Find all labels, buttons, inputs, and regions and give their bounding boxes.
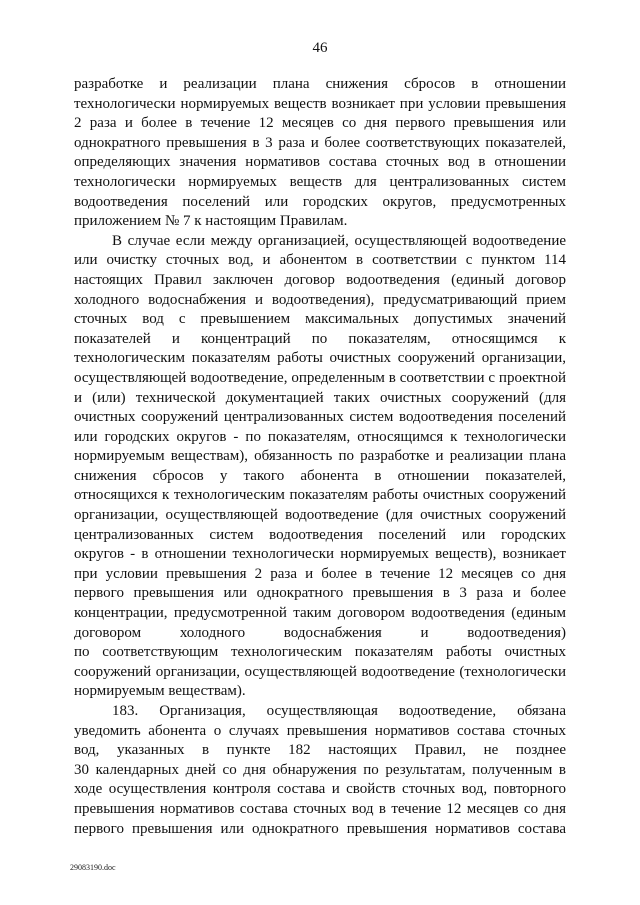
text-line: водоотведения поселений или городских округов, предусмотренных: [74, 193, 566, 210]
text-line: снижения сбросов у такого абонента в отношении показателей,: [74, 467, 566, 484]
text-line: ходе осуществления контроля состава и свойств сточных вод, повторного: [74, 781, 566, 798]
text-line: технологически нормируемых веществ для централизованных систем: [74, 173, 566, 190]
text-line: технологически нормируемых веществ возникает при условии превышения: [74, 95, 566, 112]
text-line: холодного водоснабжения и водоотведения), предусматривающий прием: [74, 291, 566, 308]
text-line: по соответствующим технологическим показателям работы очистных: [74, 644, 566, 661]
text-line: осуществляющей водоотведение, определенным в соответствии с проектной: [74, 369, 566, 386]
text-line: относящихся к технологическим показателям работы очистных сооружений: [74, 487, 566, 504]
body-text: [74, 75, 566, 839]
text-line: однократного превышения в 3 раза и более соответствующих показателей,: [74, 134, 566, 151]
text-line: 30 календарных дней со дня обнаружения по результатам, полученным в: [74, 761, 566, 778]
text-line: определяющих значения нормативов состава сточных вод в отношении: [74, 154, 566, 171]
text-line: технологическим показателям работы очистных сооружений организации,: [74, 350, 566, 367]
text-line: первого превышения или однократного превышения в 3 раза и более: [74, 585, 566, 602]
text-line: договором холодного водоснабжения и водоотведения): [74, 624, 566, 641]
text-line: разработке и реализации плана снижения сбросов в отношении: [74, 76, 566, 92]
text-line: 2 раза и более в течение 12 месяцев со дня первого превышения или: [74, 115, 566, 132]
text-line: при условии превышения 2 раза и более в течение 12 месяцев со дня: [74, 565, 566, 582]
text-line: или очистку сточных вод, и абонентом в соответствии с пунктом 114: [74, 252, 566, 269]
text-line: очистных сооружений централизованных систем водоотведения поселений: [74, 409, 566, 426]
text-line: централизованных систем водоотведения поселений или городских: [74, 526, 566, 543]
text-line: или городских округов - по показателям, относящимся к технологически: [74, 428, 566, 445]
footer-filename: 29083190.doc: [70, 863, 116, 872]
text-line: организации, осуществляющей водоотведение (для очистных сооружений: [74, 507, 566, 524]
text-line: нормируемым веществам).: [74, 683, 246, 700]
text-line: сооружений организации, осуществляющей водоотведение (технологически: [74, 663, 566, 680]
text-line: и (или) технической документацией таких очистных сооружений (для: [74, 389, 566, 406]
text-line: нормируемым веществам), обязанность по разработке и реализации плана: [74, 448, 566, 465]
text-line: приложением № 7 к настоящим Правилам.: [74, 213, 348, 230]
text-line: В случае если между организацией, осуществляющей водоотведение: [112, 232, 566, 249]
text-line: настоящих Правил заключен договор водоотведения (единый договор: [74, 271, 566, 288]
text-line: вод, указанных в пункте 182 настоящих Правил, не позднее: [74, 742, 566, 759]
text-line: 183. Организация, осуществляющая водоотведение, обязана: [112, 703, 566, 719]
page-number: 46: [312, 40, 328, 56]
text-line: сточных вод с превышением максимальных допустимых значений: [74, 311, 566, 328]
text-line: превышения нормативов состава сточных вод в течение 12 месяцев со дня: [74, 800, 566, 817]
text-line: концентрации, предусмотренной таким договором водоотведения (единым: [74, 605, 566, 622]
text-line: первого превышения или однократного превышения нормативов состава: [74, 820, 566, 837]
text-line: округов - в отношении технологически нормируемых веществ), возникает: [74, 546, 566, 563]
text-line: уведомить абонента о случаях превышения нормативов состава сточных: [74, 722, 566, 739]
text-line: показателей и концентраций по показателям, относящимся к: [74, 330, 566, 347]
